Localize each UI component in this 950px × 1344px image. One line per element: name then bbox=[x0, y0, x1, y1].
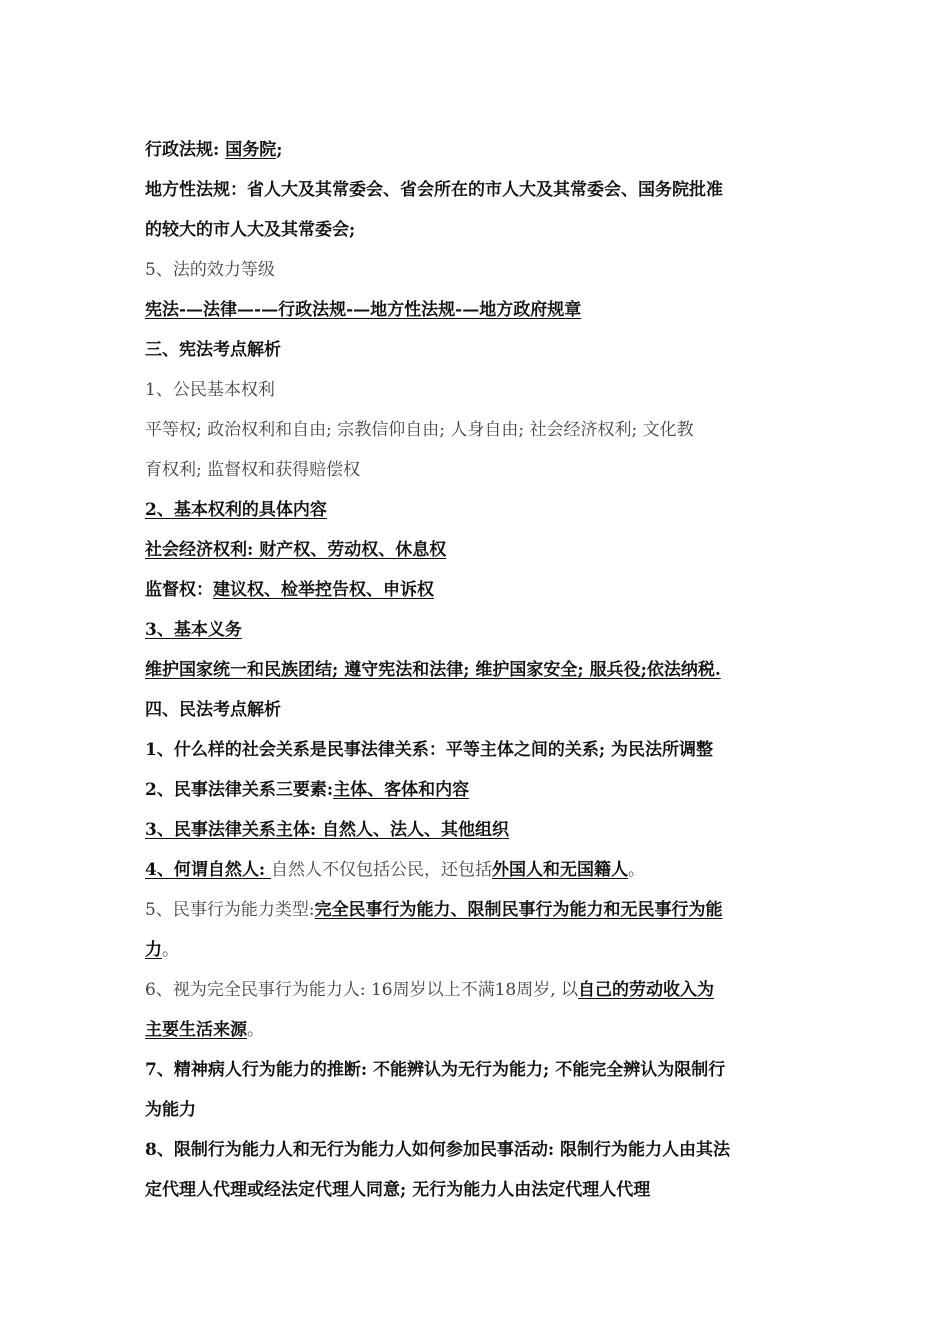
text-segment: 监督权： bbox=[145, 580, 213, 600]
text-line bbox=[145, 530, 815, 570]
text-segment: 3、基本义务 bbox=[145, 620, 242, 640]
text-line bbox=[145, 130, 815, 170]
text-line bbox=[145, 370, 815, 410]
text-segment: 5、民事行为能力类型: bbox=[145, 900, 315, 920]
text-segment: 平等权; 政治权利和自由; 宗教信仰自由; 人身自由; 社会经济权利; 文化教 bbox=[145, 420, 694, 440]
text-line bbox=[145, 1130, 815, 1170]
text-segment: 力 bbox=[145, 940, 162, 960]
text-segment: 地方性法规：省人大及其常委会、省会所在的市人大及其常委会、国务院批准 bbox=[145, 180, 723, 200]
text-segment: 2、基本权利的具体内容 bbox=[145, 500, 327, 520]
text-segment: 。 bbox=[628, 860, 646, 880]
text-line bbox=[145, 610, 815, 650]
text-line bbox=[145, 1170, 815, 1210]
text-segment: 。 bbox=[247, 1020, 264, 1040]
text-line bbox=[145, 250, 815, 290]
text-segment: 四、民法考点解析 bbox=[145, 700, 281, 720]
text-segment: 国务院 bbox=[225, 140, 277, 160]
text-segment: 1、什么样的社会关系是民事法律关系：平等主体之间的关系; 为民法所调整 bbox=[145, 740, 714, 760]
text-line bbox=[145, 890, 815, 930]
text-segment: 1、公民基本权利 bbox=[145, 380, 275, 400]
text-segment: 定代理人代理或经法定代理人同意; 无行为能力人由法定代理人代理 bbox=[145, 1180, 651, 1200]
text-segment: 的较大的市人大及其常委会; bbox=[145, 220, 356, 240]
text-segment: 3、民事法律关系主体: 自然人、法人、其他组织 bbox=[145, 820, 510, 840]
text-segment: 5、法的效力等级 bbox=[145, 260, 275, 280]
text-line bbox=[145, 970, 815, 1010]
document-body bbox=[145, 130, 815, 1210]
text-line bbox=[145, 650, 815, 690]
text-segment: 维护国家统一和民族团结; 遵守宪法和法律; 维护国家安全; 服兵役;依法纳税. bbox=[145, 660, 721, 680]
text-segment: ; bbox=[276, 140, 283, 160]
text-segment: 为能力 bbox=[145, 1100, 196, 1120]
text-line bbox=[145, 170, 815, 210]
text-segment: 。 bbox=[162, 940, 179, 960]
text-line bbox=[145, 570, 815, 610]
text-segment: 行政法规: bbox=[145, 140, 226, 160]
text-segment: 7、精神病人行为能力的推断: 不能辨认为无行为能力; 不能完全辨认为限制行 bbox=[145, 1060, 726, 1080]
text-segment: 完全民事行为能力、限制民事行为能力和无民事行为能 bbox=[314, 900, 723, 920]
text-line bbox=[145, 770, 815, 810]
text-line bbox=[145, 330, 815, 370]
text-segment: 三、宪法考点解析 bbox=[145, 340, 281, 360]
text-line bbox=[145, 930, 815, 970]
text-line bbox=[145, 450, 815, 490]
text-line bbox=[145, 810, 815, 850]
text-segment: 自然人不仅包括公民，还包括 bbox=[271, 860, 493, 880]
text-segment: 主要生活来源 bbox=[145, 1020, 247, 1040]
text-segment: 育权利; 监督权和获得赔偿权 bbox=[145, 460, 361, 480]
text-line bbox=[145, 410, 815, 450]
text-segment: 4、何谓自然人: bbox=[145, 860, 272, 880]
text-line bbox=[145, 730, 815, 770]
text-segment: 2、民事法律关系三要素: bbox=[145, 780, 334, 800]
text-segment: 6、视为完全民事行为能力人: 16周岁以上不满18周岁, 以 bbox=[145, 980, 579, 1000]
text-segment: 8、限制行为能力人和无行为能力人如何参加民事活动: 限制行为能力人由其法 bbox=[145, 1140, 731, 1160]
text-line bbox=[145, 290, 815, 330]
text-line bbox=[145, 1010, 815, 1050]
text-segment: 宪法-—法律—-—行政法规-—地方性法规-—地方政府规章 bbox=[145, 300, 582, 320]
text-segment: 主体、客体和内容 bbox=[333, 780, 470, 800]
text-segment: 建议权、检举控告权、申诉权 bbox=[213, 580, 434, 600]
text-line bbox=[145, 490, 815, 530]
text-segment: 社会经济权利: 财产权、劳动权、休息权 bbox=[145, 540, 447, 560]
text-line bbox=[145, 850, 815, 890]
text-segment: 外国人和无国籍人 bbox=[492, 860, 629, 880]
text-segment: 自己的劳动收入为 bbox=[578, 980, 715, 1000]
text-line bbox=[145, 1050, 815, 1090]
text-line bbox=[145, 690, 815, 730]
text-line bbox=[145, 210, 815, 250]
text-line bbox=[145, 1090, 815, 1130]
